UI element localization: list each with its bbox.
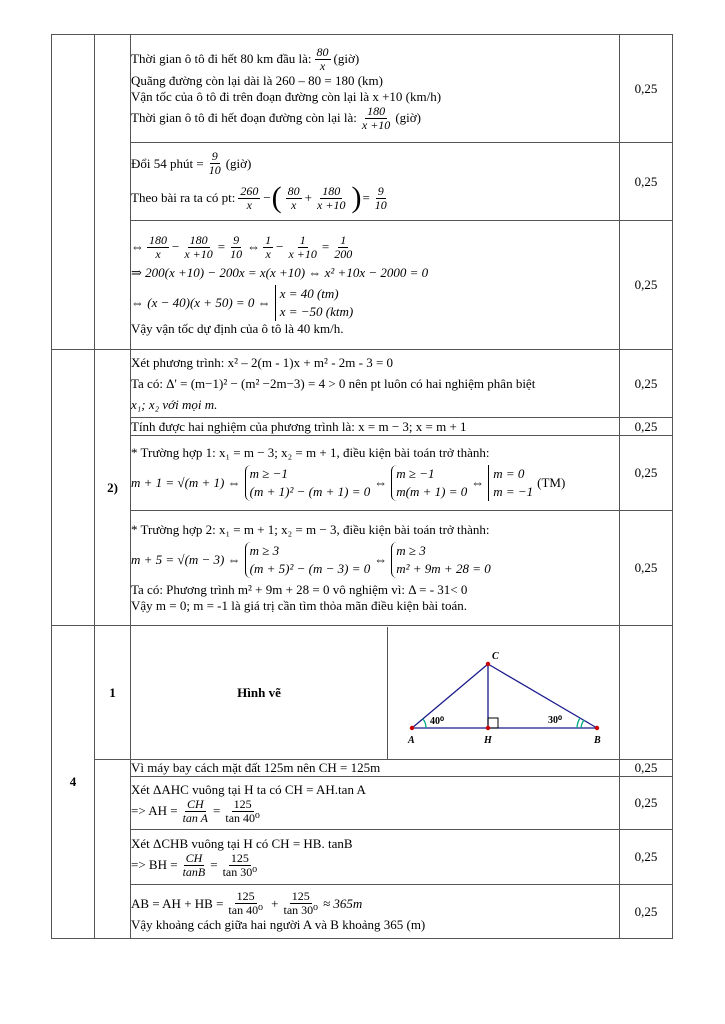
text-line: Vì máy bay cách mặt đất 125m nên CH = 125m [131,760,381,775]
point-a [410,725,414,729]
equation-system: m ≥ 3 (m + 5)² − (m − 3) = 0 [245,542,371,578]
part-number-cell [95,35,131,350]
score-cell: 0,25 [620,777,673,830]
equation-line: ⇔ (x − 40)(x + 50) = 0 ⇔ [131,294,271,310]
part-number-cell [95,760,131,939]
angle-b-arc-2 [577,718,580,728]
triangle-diagram [388,631,618,751]
table-row [52,626,673,760]
table-row [52,221,673,350]
text-line: Vậy m = 0; m = -1 là giá trị cần tìm thỏa mãn điều kiện bài toán. [131,598,467,613]
score-cell: 0,25 [620,35,673,143]
equation-system: m ≥ −1 (m + 1)² − (m + 1) = 0 [245,465,371,501]
fraction: $\frac{180}{x +10}$ [184,232,213,261]
fraction: $\frac{125}{\text{tan 30⁰}}$ [222,850,258,879]
side-ac [412,664,488,728]
table-row [52,760,673,777]
side-bc [488,664,597,728]
answer-table [51,34,673,939]
tm-label: (TM) [537,475,566,490]
question-number-cell: 4 [52,626,95,939]
text-line: Thời gian ô tô đi hết 80 km đầu là: [131,51,312,66]
text-line: AB = AH + HB = [131,895,224,911]
angle-a-arc [423,719,426,728]
content-cell: * Trường hợp 1: x₁ = m − 3; x₂ = m + 1, điều kiện bài toán trở thành: m + 1 = √(m + 1) ⇔ m ≥ −1 (m + 1)² − (m + 1) = 0 ⇔ m ≥ −1 m(m + 1) = 0 ⇔ m = 0 m = −1 (TM) [131,436,620,511]
equation-system: m ≥ 3 m² + 9m + 28 = 0 [391,542,491,578]
content-cell: ⇔ $\frac{180}{x}$ − $\frac{180}{x +10}$ = $\frac{9}{10}$ ⇔ $\frac{1}{x}$ − $\frac{1}{x +10}$ = $\frac{1}{200}$ ⇒ 200(x +10) − 200x = x(x +10) ⇔ x² +10x − 2000 = 0 ⇔ (x − 40)(x + 50) = 0 ⇔ x = 40 (tm) x = −50 (ktm) Vậy vận tốc dự định của ô tô là 40 km/h. [131,221,620,350]
question-number-cell [52,35,95,350]
fraction: $\frac{125}{\text{tan 40⁰}}$ [228,889,263,917]
text-line: Ta có: Phương trình m² + 9m + 28 = 0 vô nghiệm vì: Δ = - 31< 0 [131,582,468,597]
score-cell: 0,25 [620,143,673,221]
content-cell [131,626,620,760]
unit: (giờ) [395,110,421,125]
content-cell [131,418,620,436]
point-b [595,725,599,729]
label-h: H [484,734,492,746]
fraction: $\frac{1}{200}$ [334,232,353,261]
part-number-cell: 2) [95,350,131,626]
fraction: $\frac{CH}{\text{tan A}}$ [182,796,209,825]
text-line: Thời gian ô tô đi hết đoạn đường còn lại là: [131,110,357,125]
table-row [52,885,673,939]
table-row [52,418,673,436]
fraction: $\frac{1}{x +10}$ [288,232,317,261]
score-cell: 0,25 [620,350,673,418]
score-cell: 0,25 [620,511,673,626]
fraction: $\frac{1}{x}$ [265,232,272,261]
figure-label: Hình vẽ [131,627,388,759]
angle-b-label: 30⁰ [548,714,563,726]
score-cell: 0,25 [620,221,673,350]
score-cell: 0,25 [620,436,673,511]
content-cell: Xét ΔCHB vuông tại H có CH = HB. tanB => BH = $\frac{CH}{\tan B}$ = $\frac{125}{\text{tan 30⁰}}$ [131,830,620,885]
table-row [52,436,673,511]
text-line: Vậy vận tốc dự định của ô tô là 40 km/h. [131,320,344,336]
content-cell: AB = AH + HB = $\frac{125}{\text{tan 40⁰}}$ + $\frac{125}{\text{tan 30⁰}}$ ≈ 365m Vậy khoảng cách giữa hai người A và B khoảng 365 (m) [131,885,620,939]
content-cell: Đổi 54 phút = $\frac{9}{10}$ (giờ) Theo bài ra ta có pt: $\frac{260}{x}$ − ( $\frac{80}{x}$ + $\frac{180}{x +10}$ ) = $\frac{9}{10}$ [131,143,620,221]
angle-a-label: 40⁰ [430,715,445,727]
score-cell [620,626,673,760]
table-row [52,830,673,885]
fraction: $\frac{80}{x}$ [287,183,300,212]
point-h [486,725,490,729]
label-a: A [408,734,415,746]
unit: (giờ) [333,51,360,66]
text-line: Tính được hai nghiệm của phương trình là: x = m − 3; x = m + 1 [131,418,467,434]
equation-line: m + 1 = √(m + 1) ⇔ [131,475,241,490]
table-row [52,143,673,221]
content-cell [131,35,620,143]
approx-result: ≈ 365m [322,895,363,911]
score-cell: 0,25 [620,418,673,436]
fraction: $\frac{260}{x}$ [240,183,259,212]
solution-bracket: x = 40 (tm) x = −50 (ktm) [275,285,354,321]
fraction: $\frac{125}{\text{tan 40⁰}}$ [225,796,260,825]
content-cell: * Trường hợp 2: x₁ = m + 1; x₂ = m − 3, điều kiện bài toán trở thành: m + 5 = √(m − 3) ⇔ m ≥ 3 (m + 5)² − (m − 3) = 0 ⇔ m ≥ 3 m² + 9m + 28 = 0 Ta có: Phương trình m² + 9m + 28 = 0 vô nghiệm vì: Δ = - 31< 0 Vậy m = 0; m = -1 là giá trị cần tìm thỏa mãn điều kiện bài toán. [131,511,620,626]
solution-bracket: m = 0 m = −1 [488,465,533,501]
fraction: $\frac{180}{x +10}$ [361,103,391,132]
table-row [52,777,673,830]
score-cell: 0,25 [620,830,673,885]
question-number-cell [52,350,95,626]
text-line: Quãng đường còn lại dài là 260 – 80 = 180 (km) [131,72,383,88]
equation-line: m + 5 = √(m − 3) ⇔ [131,552,241,567]
text-line: => BH = [131,857,178,872]
point-c [486,661,490,665]
content-cell: Xét ΔAHC vuông tại H ta có CH = AH.tan A => AH = $\frac{CH}{\text{tan A}}$ = $\frac{125}{\text{tan 40⁰}}$ [131,777,620,830]
fraction: $\frac{9}{10}$ [230,232,243,261]
fraction: $\frac{180}{x +10}$ [317,183,346,212]
fraction: $\frac{9}{10}$ [374,183,387,212]
table-row [52,350,673,418]
label-c: C [492,650,499,662]
fraction: $\frac{CH}{\tan B}$ [182,850,206,879]
content-cell [131,350,620,418]
score-cell: 0,25 [620,760,673,777]
equation-system: m ≥ −1 m(m + 1) = 0 [391,465,467,501]
angle-b-arc [581,720,584,728]
fraction: $\frac{9}{10}$ [208,149,221,177]
score-cell: 0,25 [620,885,673,939]
table-row [52,35,673,143]
text-line: => AH = [131,803,178,818]
text-line: Ta có: Δ' = (m−1)² − (m² −2m−3) = 4 > 0 nên pt luôn có hai nghiệm phân biệt [131,375,536,391]
part-number-cell: 1 [95,626,131,760]
text-line: * Trường hợp 1: x₁ = m − 3; x₂ = m + 1, điều kiện bài toán trở thành: [131,445,490,460]
text-line: Xét ΔCHB vuông tại H có CH = HB. tanB [131,835,353,851]
equation-line: ⇒ 200(x +10) − 200x = x(x +10) ⇔ x² +10x − 2000 = 0 [131,264,429,280]
text-line: * Trường hợp 2: x₁ = m + 1; x₂ = m − 3, điều kiện bài toán trở thành: [131,522,490,537]
text-line: x₁; x₂ với mọi m. [131,396,218,412]
text-line: Vận tốc của ô tô đi trên đoạn đường còn lại là x +10 (km/h) [131,88,442,104]
fraction: $\frac{80}{x}$ [316,44,329,73]
text-line: Vậy khoảng cách giữa hai người A và B khoảng 365 (m) [131,917,426,932]
triangle-figure [388,627,620,759]
table-row [52,511,673,626]
text-line: Theo bài ra ta có pt: [131,190,236,205]
content-cell [131,760,620,777]
label-b: B [594,734,601,746]
text-line: Xét phương trình: x² – 2(m - 1)x + m² - 2m - 3 = 0 [131,354,394,370]
text-line: Đổi 54 phút = [131,155,204,171]
unit: (giờ) [225,155,252,171]
fraction: $\frac{125}{\text{tan 30⁰}}$ [283,889,318,917]
text-line: Xét ΔAHC vuông tại H ta có CH = AH.tan A [131,781,366,797]
fraction: $\frac{180}{x}$ [149,232,167,261]
